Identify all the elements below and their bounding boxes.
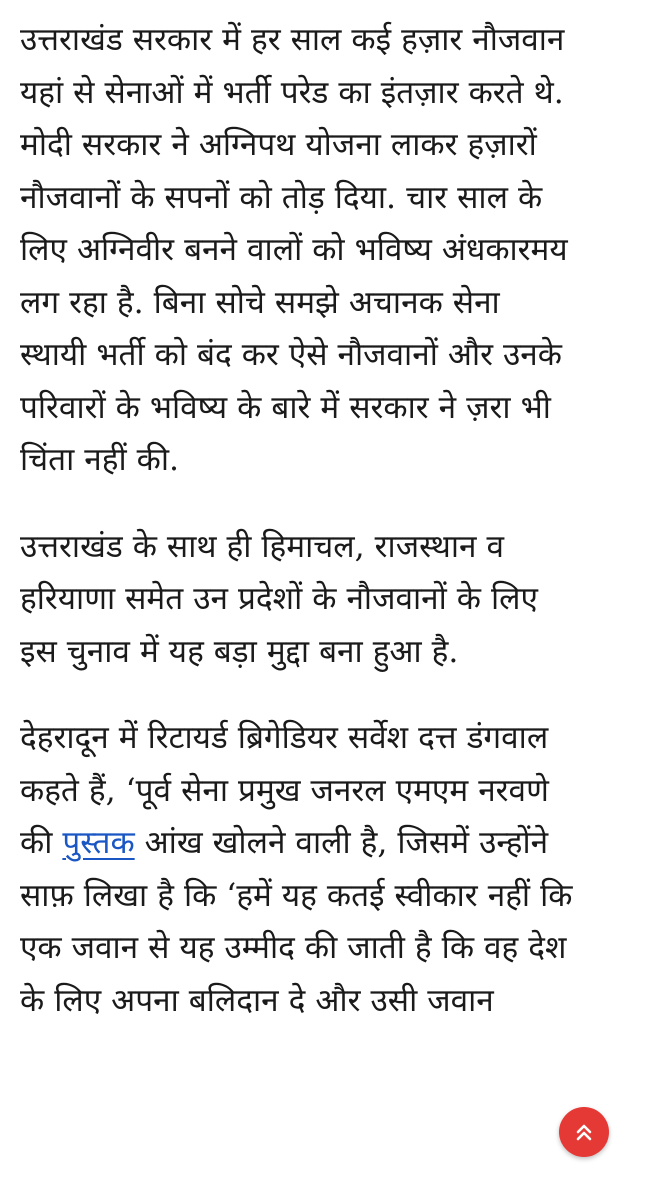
text-line: लिए अग्निवीर बनने वालों को भविष्य अंधकारमय bbox=[20, 232, 568, 268]
text-line: देहरादून में रिटायर्ड ब्रिगेडियर सर्वेश दत्त डंगवाल bbox=[20, 720, 549, 756]
paragraph-3 bbox=[20, 712, 632, 1027]
text-line: स्थायी भर्ती को बंद कर ऐसे नौजवानों और उनके bbox=[20, 337, 562, 373]
text-line: उत्तराखंड सरकार में हर साल कई हज़ार नौजवान bbox=[20, 22, 565, 58]
text-line: कहते हैं, ‘पूर्व सेना प्रमुख जनरल एमएम नरवणे bbox=[20, 772, 549, 809]
book-link[interactable]: पुस्तक bbox=[62, 825, 135, 861]
text-line: एक जवान से यह उम्मीद की जाती है कि वह देश bbox=[20, 930, 567, 966]
paragraph-2 bbox=[20, 521, 632, 679]
text-line-with-link bbox=[20, 817, 632, 870]
double-chevron-up-icon bbox=[572, 1120, 596, 1144]
text-line: इस चुनाव में यह बड़ा मुद्दा बना हुआ है. bbox=[20, 633, 459, 670]
link-suffix-text: आंख खोलने वाली है, जिसमें उन्होंने bbox=[134, 825, 549, 861]
text-line: चिंता नहीं की. bbox=[20, 442, 180, 478]
text-line: उत्तराखंड के साथ ही हिमाचल, राजस्थान व bbox=[20, 528, 505, 565]
text-line: नौजवानों के सपनों को तोड़ दिया. चार साल के bbox=[20, 179, 543, 216]
text-line: मोदी सरकार ने अग्निपथ योजना लाकर हज़ारों bbox=[20, 127, 537, 163]
article-body bbox=[20, 14, 632, 1027]
text-line: लग रहा है. बिना सोचे समझे अचानक सेना bbox=[20, 284, 500, 321]
text-line: हरियाणा समेत उन प्रदेशों के नौजवानों के लिए bbox=[20, 581, 538, 617]
text-line: यहां से सेनाओं में भर्ती परेड का इंतज़ार करते थे. bbox=[20, 74, 564, 111]
paragraph-1 bbox=[20, 14, 632, 487]
link-prefix-text: की bbox=[20, 825, 63, 861]
scroll-to-top-button[interactable] bbox=[559, 1107, 609, 1157]
text-line: के लिए अपना बलिदान दे और उसी जवान bbox=[20, 982, 494, 1019]
text-line: परिवारों के भविष्य के बारे में सरकार ने ज़रा भी bbox=[20, 389, 551, 426]
text-line: साफ़ लिखा है कि ‘हमें यह कतई स्वीकार नहीं कि bbox=[20, 877, 573, 914]
